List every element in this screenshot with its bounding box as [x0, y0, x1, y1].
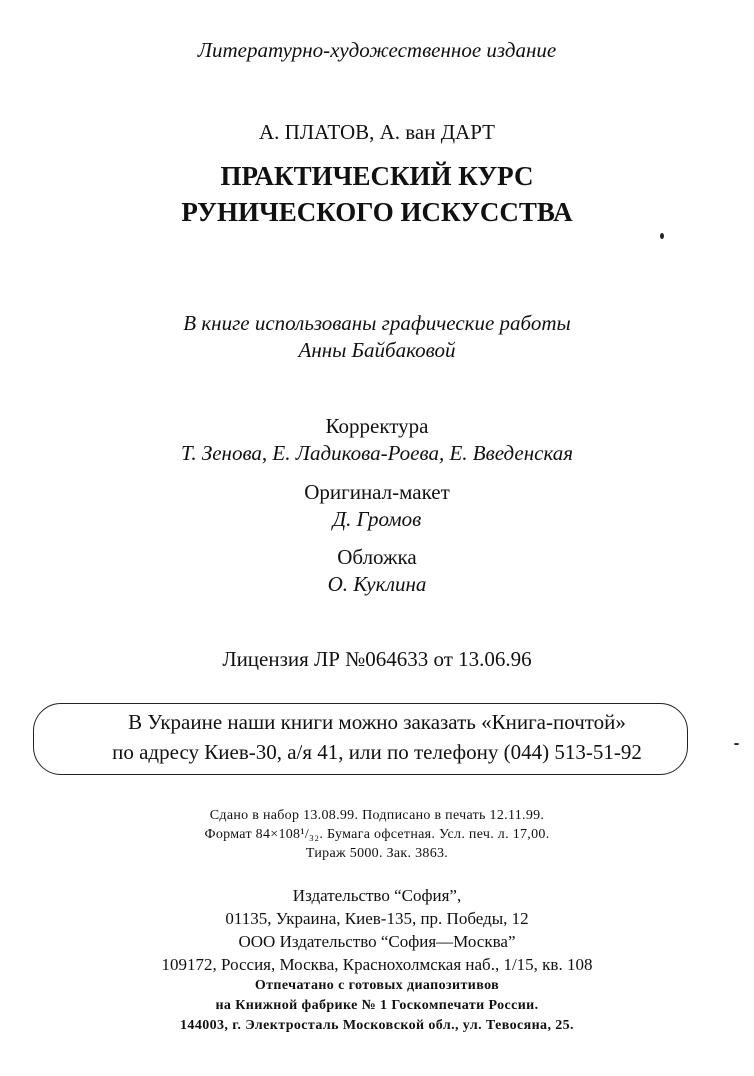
credit-names-layout: Д. Громов — [332, 507, 422, 531]
print-details-line-3: Тираж 5000. Зак. 3863. — [305, 846, 449, 861]
edition-type: Литературно-художественное издание — [197, 38, 557, 62]
license-line: Лицензия ЛР №064633 от 13.06.96 — [222, 647, 532, 671]
publisher-line-2: 01135, Украина, Киев-135, пр. Победы, 12 — [225, 909, 529, 928]
print-details-line-1: Сдано в набор 13.08.99. Подписано в печать 12.11.99. — [209, 808, 545, 823]
print-details-line-2: Формат 84×108¹/₃₂. Бумага офсетная. Усл. печ. л. 17,00. — [204, 827, 550, 842]
scan-speck — [660, 233, 664, 239]
credit-role-layout: Оригинал-макет — [304, 480, 450, 504]
credit-role-cover: Обложка — [337, 545, 417, 569]
printing-house-line-1: Отпечатано с готовых диапозитивов — [254, 978, 500, 993]
book-title-line-2: РУНИЧЕСКОГО ИСКУССТВА — [181, 197, 573, 227]
graphics-note-line-2: Анны Байбаковой — [298, 338, 456, 362]
credit-role-proofreading: Корректура — [325, 414, 429, 438]
credit-names-cover: О. Куклина — [327, 572, 427, 596]
printing-house-line-2: на Книжной фабрике № 1 Госкомпечати России. — [215, 998, 539, 1013]
publisher-line-4: 109172, Россия, Москва, Краснохолмская наб., 1/15, кв. 108 — [161, 955, 593, 974]
credit-names-proofreading: Т. Зенова, Е. Ладикова-Роева, Е. Введенская — [180, 441, 574, 465]
ukraine-notice-line-1: В Украине наши книги можно заказать «Книга-почтой» — [128, 710, 626, 734]
publisher-line-1: Издательство “София”, — [292, 886, 462, 905]
ukraine-notice-line-2: по адресу Киев-30, а/я 41, или по телефону (044) 513-51-92 — [112, 740, 642, 764]
printing-house-line-3: 144003, г. Электросталь Московской обл., ул. Тевосяна, 25. — [180, 1018, 574, 1033]
graphics-note-line-1: В книге использованы графические работы — [183, 311, 571, 335]
book-title-line-1: ПРАКТИЧЕСКИЙ КУРС — [220, 161, 534, 191]
authors: А. ПЛАТОВ, А. ван ДАРТ — [259, 120, 495, 144]
publisher-line-3: ООО Издательство “София—Москва” — [238, 932, 516, 951]
scan-speck — [734, 743, 739, 745]
